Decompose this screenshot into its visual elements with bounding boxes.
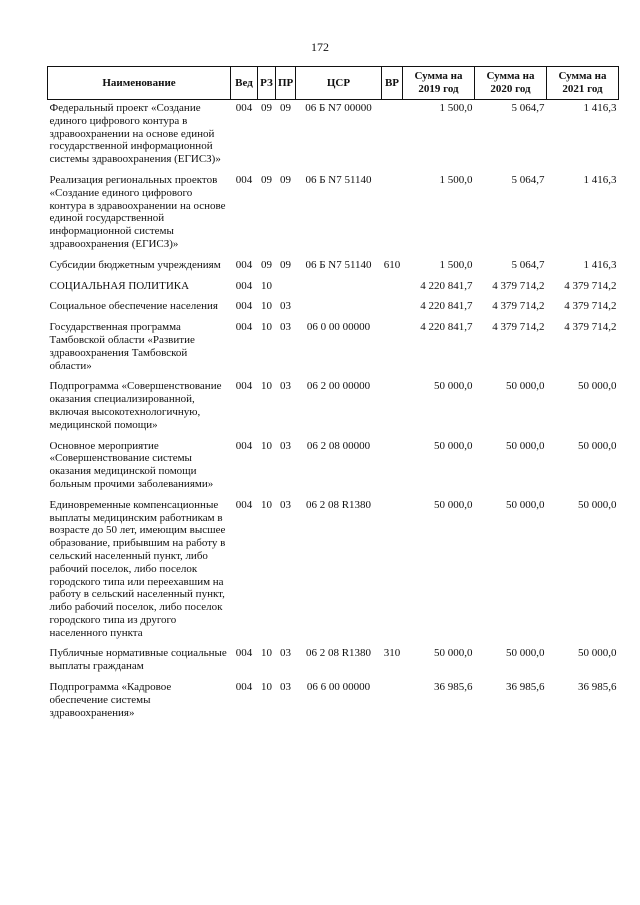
row-name: Единовременные компенсационные выплаты медицинским работникам в возрасте до 50 лет, имеющим высшее образование, прибывшим на работу в сельский населенный пункт, либо рабочий поселок, либо поселок городского типа или переехавшим на работу в сельский населенный пункт, либо рабочий поселок, либо поселок городского типа из другого населенного пункта (49, 498, 226, 639)
row-sum-2020: 4 379 714,2 (492, 279, 545, 292)
row-csr: 06 Б N7 51140 (305, 173, 372, 186)
header-csr: ЦСР (296, 67, 382, 100)
table-row (48, 257, 619, 278)
row-sum-2019: 1 500,0 (439, 258, 473, 271)
header-sum-2019: Сумма на 2019 год (403, 67, 475, 100)
row-ved: 004 (235, 258, 253, 271)
header-vr: ВР (382, 67, 403, 100)
row-sum-2020: 5 064,7 (511, 258, 545, 271)
table-row (48, 645, 619, 679)
row-csr: 06 2 00 00000 (306, 380, 371, 393)
row-ved: 004 (235, 380, 253, 393)
row-name: Подпрограмма «Совершенствование оказания специализированной, включая высокотехнологичную, медицинской помощи» (49, 380, 222, 431)
row-rz: 09 (261, 173, 272, 186)
header-rz: РЗ (258, 67, 276, 100)
row-sum-2021: 1 416,3 (583, 102, 617, 114)
row-sum-2019: 4 220 841,7 (420, 321, 473, 334)
row-sum-2019: 4 220 841,7 (420, 279, 473, 292)
row-csr: 06 Б N7 00000 (305, 102, 372, 114)
row-vr: 310 (383, 647, 401, 660)
table-row (48, 319, 619, 378)
row-csr: 06 6 00 00000 (306, 681, 371, 694)
row-sum-2019: 1 500,0 (439, 102, 473, 114)
row-name: СОЦИАЛЬНАЯ ПОЛИТИКА (49, 279, 190, 292)
row-csr: 06 2 08 R1380 (305, 498, 372, 511)
row-vr (382, 438, 403, 497)
row-vr (382, 679, 403, 725)
row-sum-2020: 4 379 714,2 (492, 300, 545, 313)
row-rz: 10 (261, 300, 272, 313)
row-vr (382, 278, 403, 299)
row-csr (296, 298, 382, 319)
row-csr: 06 2 08 R1380 (305, 647, 372, 660)
row-sum-2020: 5 064,7 (511, 102, 545, 114)
row-ved: 004 (235, 102, 253, 114)
row-ved: 004 (235, 173, 253, 186)
row-ved: 004 (235, 439, 253, 452)
table-row (48, 497, 619, 646)
row-pr: 09 (280, 173, 291, 186)
row-rz: 10 (261, 498, 272, 511)
header-pr: ПР (276, 67, 296, 100)
row-sum-2021: 50 000,0 (578, 647, 617, 660)
row-pr: 09 (280, 258, 291, 271)
table-body (48, 100, 619, 726)
row-sum-2021: 1 416,3 (583, 258, 617, 271)
row-ved: 004 (235, 300, 253, 313)
row-vr (382, 378, 403, 437)
row-sum-2021: 4 379 714,2 (564, 300, 617, 313)
row-ved: 004 (235, 321, 253, 334)
row-pr (276, 278, 296, 299)
row-ved: 004 (235, 647, 253, 660)
row-name: Федеральный проект «Создание единого цифрового контура в здравоохранении на основе единой государственной информационной системы здравоохранения (ЕГИСЗ)» (49, 102, 221, 166)
table-row (48, 172, 619, 257)
row-ved: 004 (235, 498, 253, 511)
row-csr: 06 0 00 00000 (306, 321, 371, 334)
page-number: 172 (311, 40, 329, 54)
row-vr (382, 298, 403, 319)
row-sum-2020: 4 379 714,2 (492, 321, 545, 334)
row-rz: 10 (261, 321, 272, 334)
row-name: Подпрограмма «Кадровое обеспечение системы здравоохранения» (49, 681, 172, 719)
row-name: Публичные нормативные социальные выплаты гражданам (49, 647, 227, 673)
row-pr: 03 (280, 681, 291, 694)
header-ved: Вед (231, 67, 258, 100)
row-vr (382, 319, 403, 378)
row-name: Социальное обеспечение населения (49, 300, 218, 313)
table-row (48, 100, 619, 172)
row-sum-2019: 50 000,0 (434, 498, 473, 511)
row-sum-2021: 50 000,0 (578, 498, 617, 511)
row-sum-2021: 50 000,0 (578, 439, 617, 452)
row-pr: 03 (280, 439, 291, 452)
row-rz: 09 (261, 102, 272, 114)
row-csr: 06 Б N7 51140 (305, 258, 372, 271)
row-sum-2021: 4 379 714,2 (564, 321, 617, 334)
row-sum-2021: 1 416,3 (583, 173, 617, 186)
row-sum-2020: 50 000,0 (506, 380, 545, 393)
table-row (48, 679, 619, 725)
row-sum-2021: 50 000,0 (578, 380, 617, 393)
table-row (48, 378, 619, 437)
row-sum-2019: 50 000,0 (434, 439, 473, 452)
row-pr: 03 (280, 321, 291, 334)
row-sum-2021: 4 379 714,2 (564, 279, 617, 292)
row-sum-2020: 5 064,7 (511, 173, 545, 186)
row-pr: 03 (280, 498, 291, 511)
row-pr: 03 (280, 380, 291, 393)
row-ved: 004 (235, 681, 253, 694)
row-sum-2019: 50 000,0 (434, 647, 473, 660)
row-rz: 10 (261, 380, 272, 393)
row-rz: 10 (261, 439, 272, 452)
row-vr (382, 100, 403, 172)
row-pr: 09 (280, 102, 291, 114)
row-sum-2019: 36 985,6 (434, 681, 473, 694)
row-vr (382, 497, 403, 646)
row-name: Государственная программа Тамбовской области «Развитие здравоохранения Тамбовской области» (49, 321, 195, 372)
row-pr: 03 (280, 647, 291, 660)
table-row (48, 298, 619, 319)
row-sum-2020: 36 985,6 (506, 681, 545, 694)
header-name: Наименование (48, 67, 231, 100)
row-sum-2021: 36 985,6 (578, 681, 617, 694)
table-row (48, 278, 619, 299)
row-sum-2020: 50 000,0 (506, 439, 545, 452)
row-sum-2019: 1 500,0 (439, 173, 473, 186)
table-row (48, 438, 619, 497)
row-name: Реализация региональных проектов «Создание единого цифрового контура в здравоохранении на основе единой государственной информационной системы здравоохранения (ЕГИСЗ)» (49, 173, 226, 250)
budget-table (47, 66, 619, 725)
row-rz: 10 (261, 681, 272, 694)
row-rz: 10 (261, 279, 272, 292)
table-header (48, 67, 619, 100)
row-ved: 004 (235, 279, 253, 292)
row-name: Субсидии бюджетным учреждениям (49, 258, 221, 271)
row-sum-2020: 50 000,0 (506, 498, 545, 511)
row-vr: 610 (383, 258, 401, 271)
row-sum-2019: 4 220 841,7 (420, 300, 473, 313)
row-sum-2020: 50 000,0 (506, 647, 545, 660)
header-sum-2021: Сумма на 2021 год (547, 67, 619, 100)
row-sum-2019: 50 000,0 (434, 380, 473, 393)
row-csr (296, 278, 382, 299)
row-vr (382, 172, 403, 257)
header-sum-2020: Сумма на 2020 год (475, 67, 547, 100)
row-rz: 10 (261, 647, 272, 660)
row-pr: 03 (280, 300, 291, 313)
row-name: Основное мероприятие «Совершенствование системы оказания медицинской помощи больным прочими заболеваниями» (49, 439, 214, 490)
row-rz: 09 (261, 258, 272, 271)
row-csr: 06 2 08 00000 (306, 439, 371, 452)
